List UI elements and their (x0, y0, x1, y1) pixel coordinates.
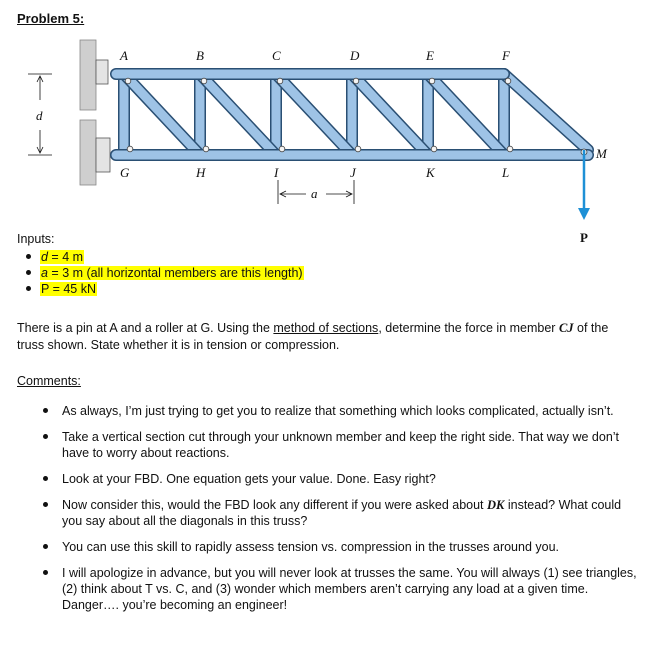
joint-pin-1-1 (203, 146, 209, 152)
problem-text-1: There is a pin at A and a roller at G. Using the (17, 321, 274, 335)
diagonal-member-3 (352, 74, 428, 155)
input-d (40, 249, 304, 265)
label-p: P (580, 230, 588, 245)
joint-pin-1-0 (201, 78, 207, 84)
input-a-value: = 3 m (all horizontal members are this length) (47, 266, 303, 280)
label-a: A (120, 48, 128, 63)
comment-4-b: instead? What could you say about all the diagonals in this truss? (62, 498, 622, 528)
label-a-dim: a (311, 186, 318, 201)
joint-pin-5-1 (507, 146, 513, 152)
label-f: F (502, 48, 510, 63)
input-d-var: d (41, 250, 48, 264)
end-member-f-m (504, 74, 588, 150)
joint-pin-2-1 (279, 146, 285, 152)
truss-members (116, 74, 588, 155)
comments-list (62, 403, 637, 623)
input-d-value: = 4 m (47, 250, 84, 264)
diagonal-member-1 (200, 74, 276, 155)
label-g: G (120, 165, 130, 180)
comments-label: Comments: (17, 374, 81, 388)
comment-4-a: Now consider this, would the FBD look any different if you were asked about (62, 498, 487, 512)
problem-text-3: of the truss shown. State whether it is in tension or compression. (17, 321, 609, 352)
problem-title: Problem 5: (17, 11, 85, 26)
problem-member: CJ (558, 321, 574, 335)
input-p-value: P = 45 kN (41, 282, 97, 296)
label-c: C (272, 48, 281, 63)
label-l: L (502, 165, 510, 180)
joint-pin-4-1 (431, 146, 437, 152)
inputs-list (40, 249, 304, 297)
diagonal-member-2 (276, 74, 352, 155)
label-j: J (350, 165, 356, 180)
label-m: M (596, 146, 607, 161)
roller-support-g (96, 138, 110, 172)
comment-3: Look at your FBD. One equation gets your value. Done. Easy right? (62, 471, 637, 487)
input-a (40, 265, 304, 281)
joint-pin-5-0 (505, 78, 511, 84)
problem-method: method of sections (273, 321, 379, 335)
diagonal-member-0 (124, 74, 200, 155)
joint-pin-2-0 (277, 78, 283, 84)
comment-1: As always, I’m just trying to get you to realize that something which looks complicated, actually isn’t. (62, 403, 637, 419)
joint-pin-3-1 (355, 146, 361, 152)
problem-text-2: , determine the force in member (378, 321, 559, 335)
label-b: B (196, 48, 204, 63)
diagonal-member-4 (428, 74, 504, 155)
problem-statement (17, 320, 637, 354)
comment-6: I will apologize in advance, but you will never look at trusses the same. You will always (1) see triangles, (2) think about T vs. C, and (3) wonder which members aren’t carrying any load at a given time. Danger…. you’re becoming an engineer! (62, 566, 637, 612)
comment-4-member: DK (487, 498, 505, 512)
comment-2: Take a vertical section cut through your unknown member and keep the right side. That way we don’t have to worry about reactions. (62, 429, 637, 461)
joint-pin-4-0 (429, 78, 435, 84)
label-h: H (196, 165, 206, 180)
pin-support-a (96, 60, 108, 84)
joint-pin-0-0 (125, 78, 131, 84)
label-e: E (426, 48, 434, 63)
joint-pin-3-0 (353, 78, 359, 84)
input-a-var: a (41, 266, 48, 280)
comment-4 (62, 497, 637, 529)
comment-5: You can use this skill to rapidly assess tension vs. compression in the trusses around you. (62, 539, 637, 555)
label-i: I (274, 165, 279, 180)
label-d-node: D (350, 48, 360, 63)
label-d: d (36, 108, 43, 123)
input-p (40, 281, 304, 297)
wall-support-bottom (80, 120, 96, 185)
joint-pin-0-1 (127, 146, 133, 152)
inputs-label: Inputs: (17, 232, 55, 246)
wall-support-top (80, 40, 96, 110)
label-k: K (426, 165, 435, 180)
